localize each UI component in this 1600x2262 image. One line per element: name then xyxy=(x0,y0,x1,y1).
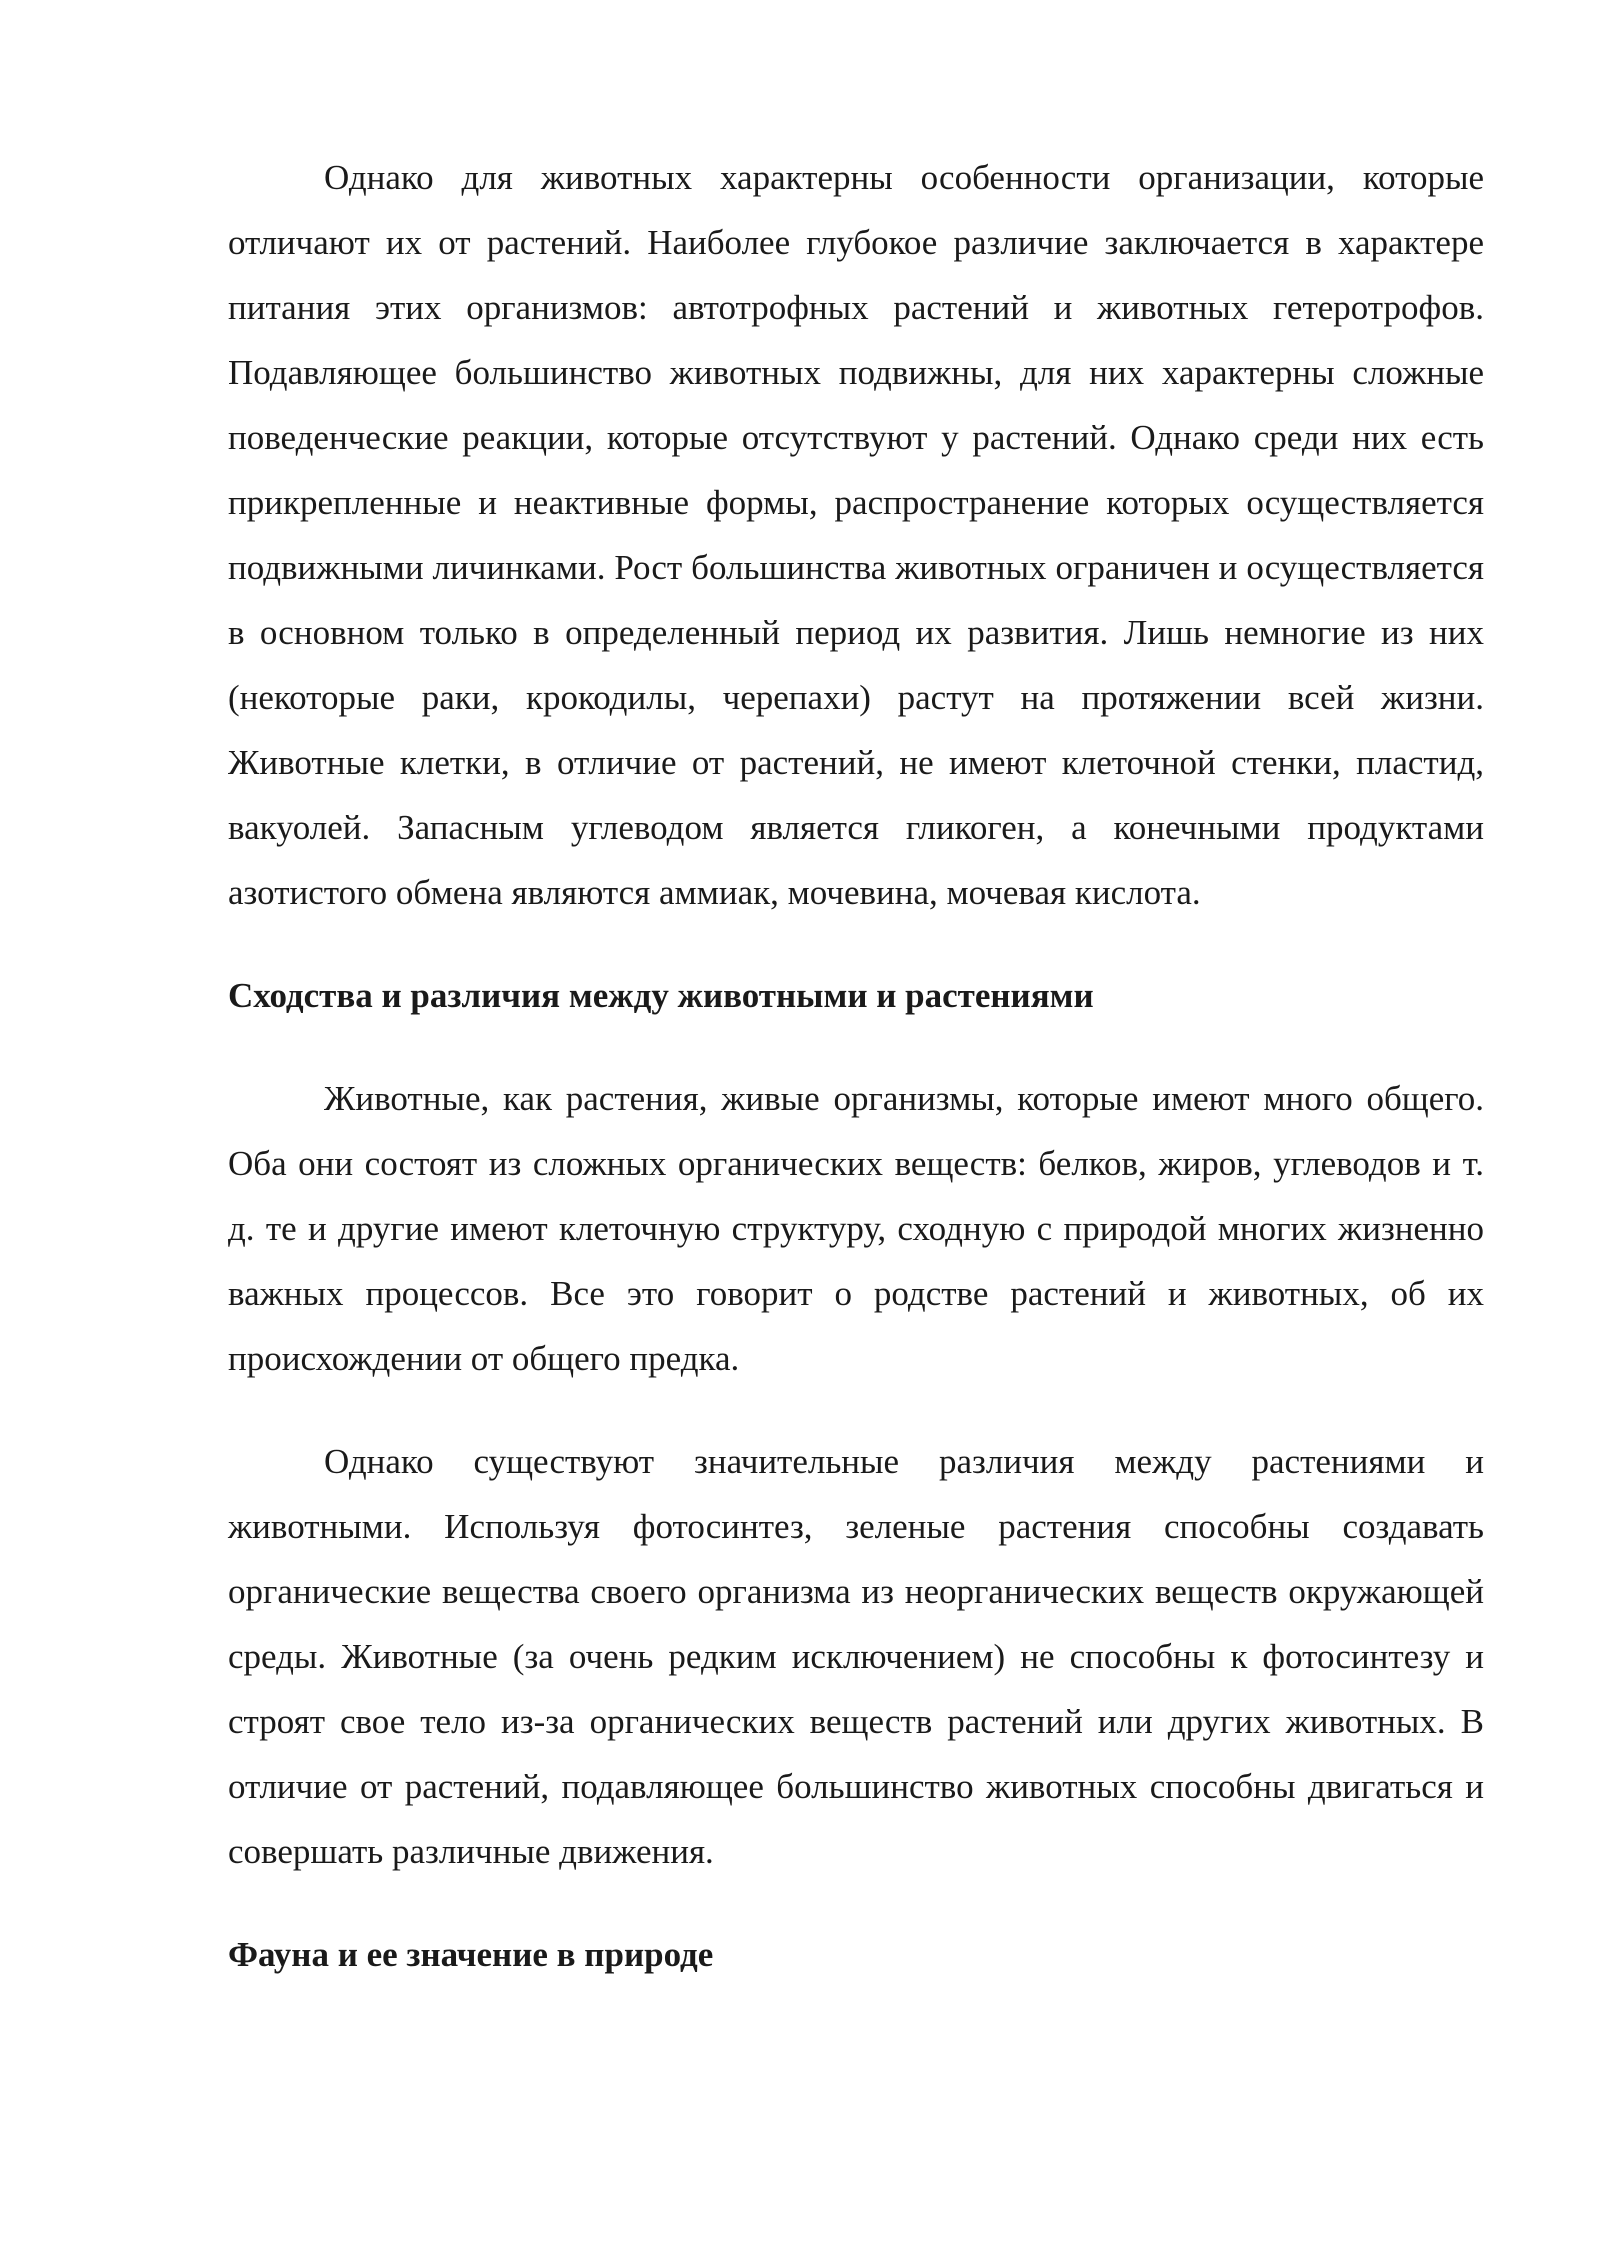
body-paragraph: Однако существуют значительные различия между растениями и животными. Используя фотосинтез, зеленые растения способны создавать органические вещества своего организма из неорганических веществ окружающей среды. Животные (за очень редким исключением) не способны к фотосинтезу и строят свое тело из-за органических веществ растений или других животных. В отличие от растений, подавляющее большинство животных способны двигаться и совершать различные движения. xyxy=(228,1442,1484,1871)
document-page xyxy=(228,145,1484,1987)
section-heading: Фауна и ее значение в природе xyxy=(228,1935,714,1974)
body-paragraph: Животные, как растения, живые организмы, которые имеют много общего. Оба они состоят из сложных органических веществ: белков, жиров, углеводов и т. д. те и другие имеют клеточную структуру, сходную с природой многих жизненно важных процессов. Все это говорит о родстве растений и животных, об их происхождении от общего предка. xyxy=(228,1079,1484,1378)
section-heading: Сходства и различия между животными и растениями xyxy=(228,976,1094,1015)
body-paragraph: Однако для животных характерны особенности организации, которые отличают их от растений. Наиболее глубокое различие заключается в характере питания этих организмов: автотрофных растений и животных гетеротрофов. Подавляющее большинство животных подвижны, для них характерны сложные поведенческие реакции, которые отсутствуют у растений. Однако среди них есть прикрепленные и неактивные формы, распространение которых осуществляется подвижными личинками. Рост большинства животных ограничен и осуществляется в основном только в определенный период их развития. Лишь немногие из них (некоторые раки, крокодилы, черепахи) растут на протяжении всей жизни. Животные клетки, в отличие от растений, не имеют клеточной стенки, пластид, вакуолей. Запасным углеводом является гликоген, а конечными продуктами азотистого обмена являются аммиак, мочевина, мочевая кислота. xyxy=(228,158,1484,912)
